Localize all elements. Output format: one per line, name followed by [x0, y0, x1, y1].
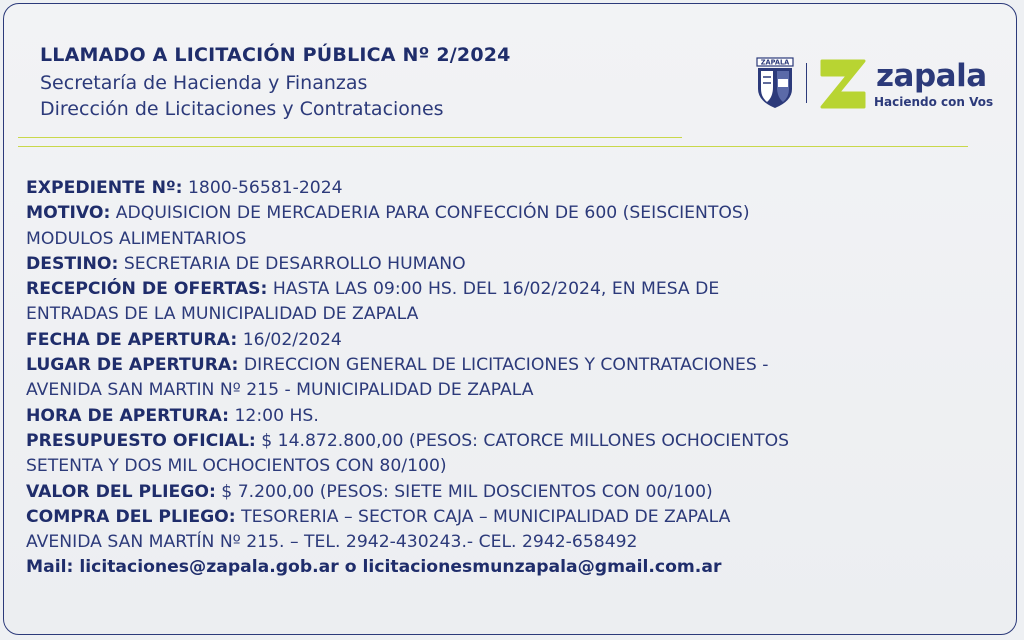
lugar-value-2: AVENIDA SAN MARTIN Nº 215 - MUNICIPALIDAD DE ZAPALA	[26, 380, 534, 401]
valor-line	[26, 480, 996, 505]
recepcion-value-2: ENTRADAS DE LA MUNICIPALIDAD DE ZAPALA	[26, 304, 419, 325]
hora-line	[26, 404, 996, 429]
logo-divider	[806, 63, 807, 103]
expediente-value: 1800-56581-2024	[188, 178, 343, 198]
compra-value: TESORERIA – SECTOR CAJA – MUNICIPALIDAD DE ZAPALA	[241, 506, 731, 527]
valor-value: $ 7.200,00 (PESOS: SIETE MIL DOSCIENTOS CON 00/100)	[221, 481, 713, 502]
lugar-label: LUGAR DE APERTURA:	[26, 355, 239, 376]
mail-line[interactable]: Mail: licitaciones@zapala.gob.ar o licitacionesmunzapala@gmail.com.ar	[26, 557, 722, 578]
destino-line	[26, 252, 996, 277]
expediente-line	[26, 176, 996, 201]
motivo-value: ADQUISICION DE MERCADERIA PARA CONFECCIÓN DE 600 (SEISCIENTOS)	[115, 203, 750, 224]
recepcion-value: HASTA LAS 09:00 HS. DEL 16/02/2024, EN MESA DE	[272, 279, 720, 300]
lugar-line	[26, 353, 996, 378]
compra-line	[26, 505, 996, 530]
motivo-label: MOTIVO:	[26, 203, 111, 224]
fecha-label: FECHA DE APERTURA:	[26, 329, 238, 350]
compra-line-2	[26, 530, 996, 555]
brand-wordmark: zapala	[876, 58, 987, 94]
hora-value: 12:00 HS.	[234, 405, 319, 426]
zapala-shield-icon	[756, 57, 794, 109]
notice-body	[26, 176, 996, 581]
destino-label: DESTINO:	[26, 253, 119, 274]
lugar-value: DIRECCION GENERAL DE LICITACIONES Y CONTRATACIONES -	[243, 355, 769, 376]
presupuesto-line	[26, 429, 996, 454]
expediente-label: EXPEDIENTE Nº:	[26, 178, 183, 198]
motivo-value-2: MODULOS ALIMENTARIOS	[26, 228, 247, 249]
lugar-line-2	[26, 378, 996, 403]
shield-text: ZAPALA	[760, 58, 790, 67]
direccion-subtitle: Dirección de Licitaciones y Contrataciones	[40, 98, 444, 120]
brand-tagline: Haciendo con Vos	[874, 95, 994, 109]
motivo-line	[26, 201, 996, 226]
presupuesto-line-2	[26, 454, 996, 479]
presupuesto-value-2: SETENTA Y DOS MIL OCHOCIENTOS CON 80/100)	[26, 456, 447, 477]
divider-short	[18, 137, 682, 138]
notice-card	[3, 3, 1017, 635]
header	[40, 44, 511, 122]
zapala-z-icon	[818, 58, 868, 110]
presupuesto-label: PRESUPUESTO OFICIAL:	[26, 430, 256, 451]
fecha-line	[26, 328, 996, 353]
presupuesto-value: $ 14.872.800,00 (PESOS: CATORCE MILLONES OCHOCIENTOS	[261, 430, 790, 451]
fecha-value: 16/02/2024	[242, 329, 342, 350]
logo-group	[756, 57, 996, 117]
compra-label: COMPRA DEL PLIEGO:	[26, 506, 236, 527]
hora-label: HORA DE APERTURA:	[26, 405, 230, 426]
destino-value: SECRETARIA DE DESARROLLO HUMANO	[123, 253, 466, 274]
valor-label: VALOR DEL PLIEGO:	[26, 481, 216, 502]
recepcion-label: RECEPCIÓN DE OFERTAS:	[26, 279, 268, 300]
compra-value-2: AVENIDA SAN MARTÍN Nº 215. – TEL. 2942-430243.- CEL. 2942-658492	[26, 532, 638, 553]
secretaria-subtitle: Secretaría de Hacienda y Finanzas	[40, 72, 368, 94]
divider-long	[18, 146, 968, 147]
motivo-line-2	[26, 227, 996, 252]
recepcion-line	[26, 277, 996, 302]
recepcion-line-2	[26, 302, 996, 327]
notice-title: LLAMADO A LICITACIÓN PÚBLICA Nº 2/2024	[40, 44, 511, 66]
